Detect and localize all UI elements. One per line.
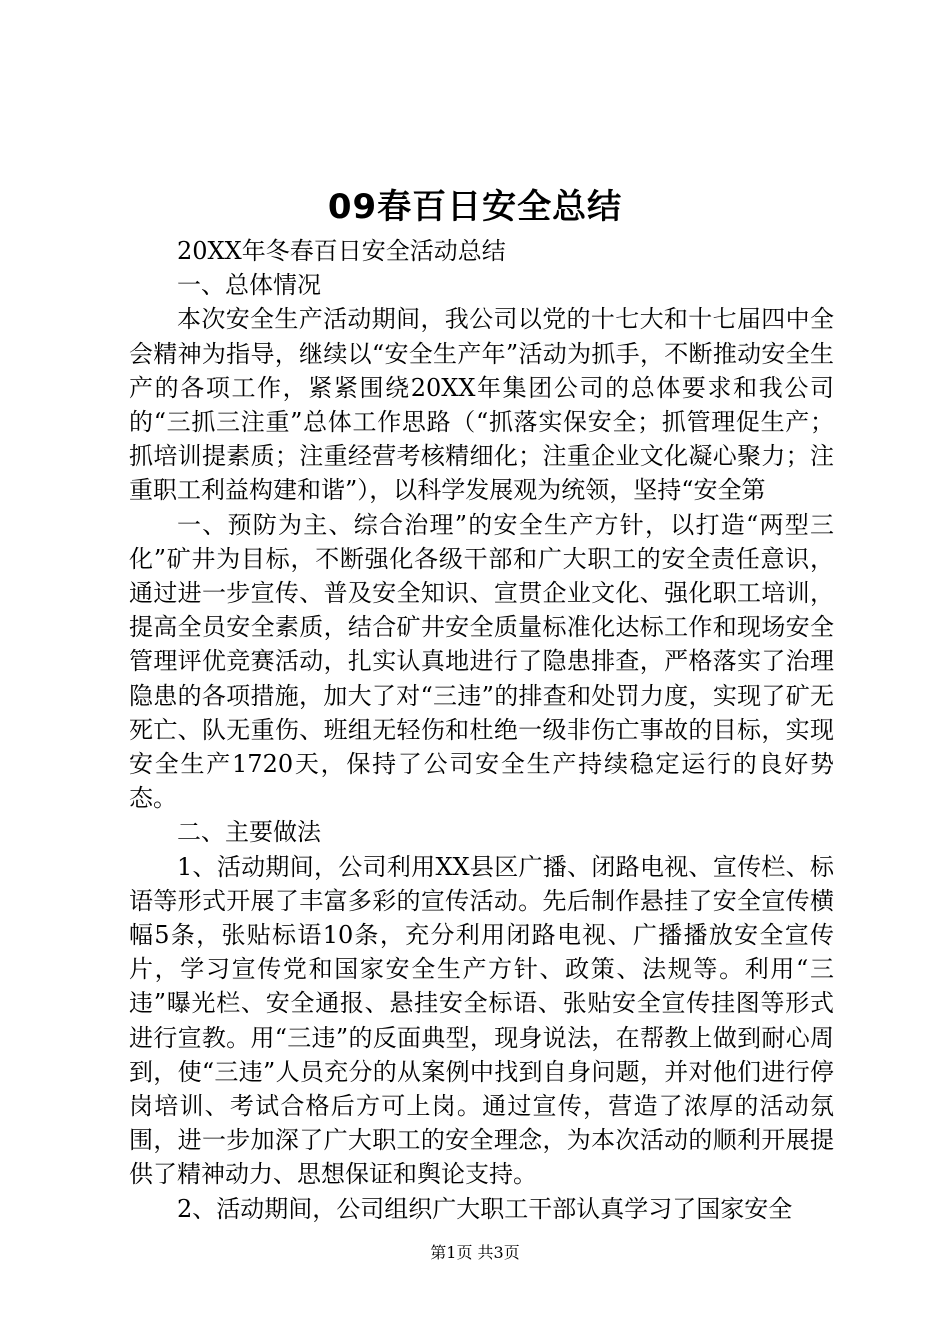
body-paragraph: 本次安全生产活动期间，我公司以党的十七大和十七届四中全会精神为指导，继续以“安全生产年”活动为抓手，不断推动安全生产的各项工作，紧紧围绕20XX年集团公司的总体要求和我公司的“三抓三注重”总体工作思路（“抓落实保安全；抓管理促生产；抓培训提素质；注重经营考核精细化；注重企业文化凝心聚力；注重职工利益构建和谐”），以科学发展观为统领，坚持“安全第 <box>129 305 834 505</box>
subtitle-paragraph: 20XX年冬春百日安全活动总结 <box>177 237 506 265</box>
body-paragraph: 1、活动期间，公司利用XX县区广播、闭路电视、宣传栏、标语等形式开展了丰富多彩的宣传活动。先后制作悬挂了安全宣传横幅5条，张贴标语10条，充分利用闭路电视、广播播放安全宣传片，学习宣传党和国家安全生产方针、政策、法规等。利用“三违”曝光栏、安全通报、悬挂安全标语、张贴安全宣传挂图等形式进行宣教。用“三违”的反面典型，现身说法，在帮教上做到耐心周到，使“三违”人员充分的从案例中找到自身问题，并对他们进行停岗培训、考试合格后方可上岗。通过宣传，营造了浓厚的活动氛围，进一步加深了广大职工的安全理念，为本次活动的顺利开展提供了精神动力、思想保证和舆论支持。 <box>129 852 834 1189</box>
document-body <box>129 234 834 1226</box>
section-heading-methods: 二、主要做法 <box>177 818 321 847</box>
body-paragraph: 一、预防为主、综合治理”的安全生产方针，以打造“两型三化”矿井为目标，不断强化各级干部和广大职工的安全责任意识，通过进一步宣传、普及安全知识、宣贯企业文化、强化职工培训，提高全员安全素质，结合矿井安全质量标准化达标工作和现场安全管理评优竞赛活动，扎实认真地进行了隐患排查，严格落实了治理隐患的各项措施，加大了对“三违”的排查和处罚力度，实现了矿无死亡、队无重伤、班组无轻伤和杜绝一级非伤亡事故的目标，实现安全生产1720天，保持了公司安全生产持续稳定运行的良好势态。 <box>129 510 834 813</box>
section-heading-overview: 一、总体情况 <box>177 271 321 300</box>
document-title: 09春百日安全总结 <box>327 187 623 227</box>
body-paragraph: 2、活动期间，公司组织广大职工干部认真学习了国家安全 <box>177 1194 793 1223</box>
page-footer: 第1页 共3页 <box>430 1243 520 1262</box>
